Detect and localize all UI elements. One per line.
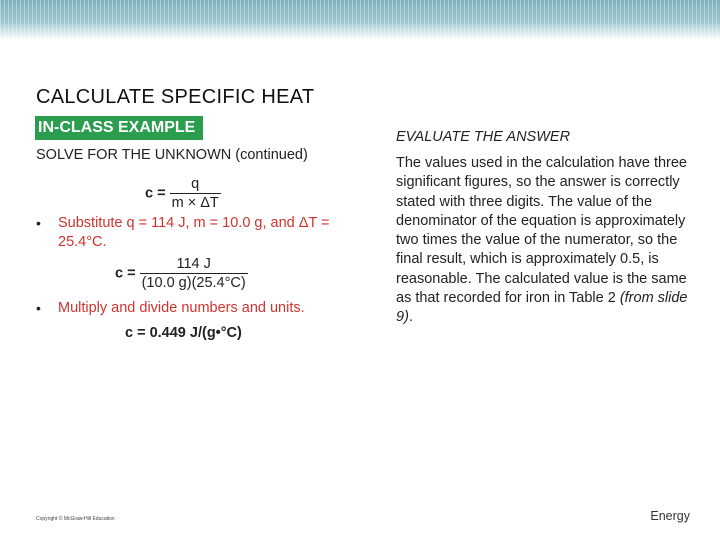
footer-topic: Energy (650, 509, 690, 523)
evaluate-text: The values used in the calculation have three significant figures, so the answer is correctly stated with three digits. The value of the denominator of the equation is approximately two times the value of the numerator, so the final result, which is approximately 0.5, is reasonable. The calculated value is the same as that recorded for iron in Table 2 (396, 155, 687, 307)
equation-denominator: m × ΔT (171, 195, 219, 211)
equation-fraction (170, 176, 221, 211)
bullet-marker: • (36, 215, 41, 231)
in-class-example-badge: IN-CLASS EXAMPLE (35, 116, 203, 140)
equation-lhs: c = (145, 185, 166, 202)
copyright-notice: Copyright © McGraw-Hill Education (36, 516, 115, 522)
equation-numerator: 114 J (176, 256, 211, 272)
evaluate-paragraph (396, 154, 696, 328)
equation-lhs: c = (115, 265, 136, 282)
specific-heat-equation (145, 176, 221, 211)
equation-fraction (140, 256, 248, 291)
fraction-bar (170, 193, 221, 194)
equation-numerator: q (191, 176, 200, 192)
substituted-equation (115, 256, 248, 291)
bullet-multiply: Multiply and divide numbers and units. (58, 300, 305, 316)
header-band (0, 0, 720, 40)
fraction-bar (140, 273, 248, 274)
slide-reference: (from slide 9) (396, 290, 688, 326)
slide-title: CALCULATE SPECIFIC HEAT (36, 86, 315, 108)
equation-denominator: (10.0 g)(25.4°C) (141, 275, 246, 291)
bullet-substitute: Substitute q = 114 J, m = 10.0 g, and ΔT = 25.4°C. (58, 215, 330, 250)
evaluate-text-end: . (408, 309, 413, 326)
bullet-marker: • (36, 300, 41, 316)
result-value: c = 0.449 J/(g•°C) (125, 325, 242, 341)
subheading: SOLVE FOR THE UNKNOWN (continued) (36, 147, 308, 163)
evaluate-heading: EVALUATE THE ANSWER (396, 129, 571, 145)
